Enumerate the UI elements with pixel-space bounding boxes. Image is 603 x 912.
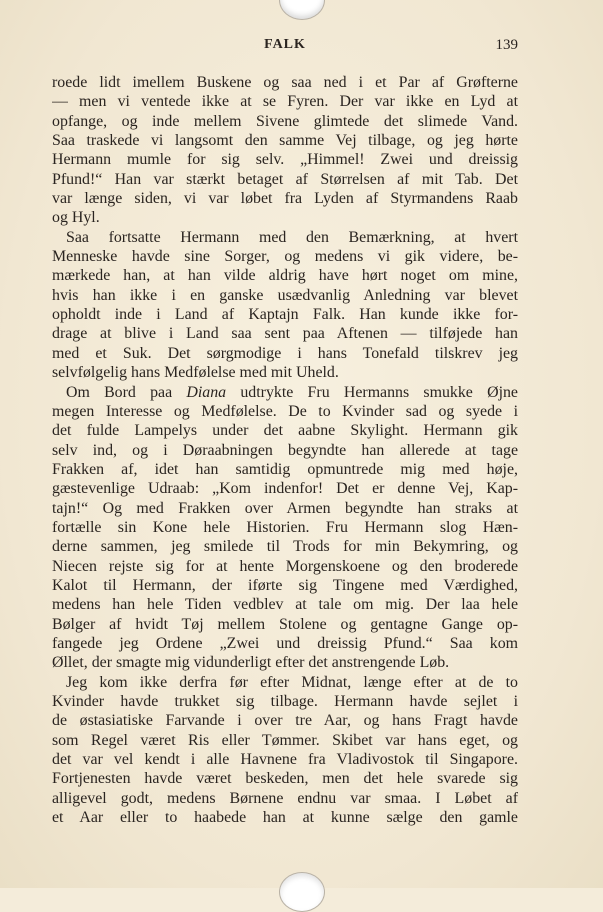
- text-line: roede lidt imellem Buskene og saa ned i et Par af Grøfterne: [52, 74, 518, 91]
- punch-hole-bottom: [279, 872, 325, 912]
- text-line: mærkede han, at han vilde aldrig have hørt noget om mine,: [52, 267, 518, 285]
- text-line: megen Interesse og Medfølelse. De to Kvinder sad og syede i: [52, 402, 518, 420]
- text-line: selvfølgelig hans Medfølelse med mit Uheld.: [52, 364, 339, 382]
- text-line: Saa fortsatte Hermann med den Bemærkning, at hvert: [66, 228, 518, 246]
- text-line: som Regel været Ris eller Tømmer. Skibet var hans eget, og: [52, 731, 518, 749]
- page-number: 139: [495, 37, 518, 53]
- text-line: Hermann mumle for sig selv. „Himmel! Zwei und dreissig: [52, 151, 518, 169]
- text-line: Kvinder havde trukket sig tilbage. Hermann havde sejlet i: [52, 693, 518, 710]
- text-line: Saa traskede vi langsomt den samme Vej tilbage, og jeg hørte: [52, 132, 518, 150]
- text-line: fangede jeg Ordene „Zwei und dreissig Pfund.“ Saa kom: [52, 634, 518, 652]
- page-header: [52, 37, 518, 59]
- text-line: det fulde Lampelys under det aabne Skylight. Hermann gik: [52, 422, 518, 440]
- text-line: Jeg kom ikke derfra før efter Midnat, længe efter at de to: [66, 673, 518, 691]
- text-line: medens han hele Tiden vedblev at tale om mig. Der laa hele: [52, 596, 518, 614]
- text-line: derne sammen, jeg smilede til Trods for min Bekymring, og: [52, 538, 518, 556]
- text-line: drage at blive i Land saa sent paa Aftenen — tilføjede han: [52, 325, 518, 343]
- text-line: opholdt inde i Land af Kaptajn Falk. Han kunde ikke for-: [52, 306, 518, 324]
- running-title: FALK: [264, 37, 306, 52]
- text-line: fortælle sin Kone hele Historien. Fru Hermann slog Hæn-: [52, 518, 518, 536]
- text-line: gæstevenlige Udraab: „Kom indenfor! Det er denne Vej, Kap-: [52, 480, 518, 498]
- text-line: [52, 383, 518, 402]
- text-line: opfange, og inde mellem Sivene glimtede det slimede Vand.: [52, 112, 518, 130]
- text-line: Frakken af, idet han samtidig opmuntrede mig med høje,: [52, 460, 518, 478]
- text-line: — men vi ventede ikke at se Fyren. Der var ikke en Lyd at: [52, 93, 518, 111]
- text-line: var længe siden, vi var løbet fra Lyden af Styrmandens Raab: [52, 190, 518, 208]
- text-line: og Hyl.: [52, 209, 100, 227]
- text-line: Pfund!“ Han var stærkt betaget af Størrelsen af mit Tab. Det: [52, 170, 518, 188]
- punch-hole-top: [279, 0, 325, 20]
- text-line: Menneske havde sine Sorger, og medens vi gik videre, be-: [52, 248, 518, 266]
- text-line: selv ind, og i Døraabningen begyndte han allerede at tage: [52, 441, 518, 459]
- text-line: tajn!“ Og med Frakken over Armen begyndte han straks at: [52, 499, 518, 517]
- text-line: Fortjenesten havde været beskeden, men det hele svarede sig: [52, 770, 518, 788]
- text-line: alligevel godt, medens Børnene endnu var smaa. I Løbet af: [52, 789, 518, 807]
- text-line: de østasiatiske Farvande i over tre Aar, og hans Fragt havde: [52, 712, 518, 730]
- text-line: med et Suk. Det sørgmodige i hans Tonefald tilskrev jeg: [52, 344, 518, 362]
- text-line: Niecen rejste sig for at hente Morgenskoene og den broderede: [52, 557, 518, 575]
- text-line: Øllet, der smagte mig vidunderligt efter det anstrengende Løb.: [52, 654, 450, 672]
- text-line: Kalot til Hermann, der iførte sig Tingene med Værdighed,: [52, 576, 518, 594]
- text-line: hvis han ikke i en ganske usædvanlig Anledning var blevet: [52, 286, 518, 304]
- ship-name: Diana: [186, 383, 227, 401]
- text-fragment: udtrykte Fru Hermanns smukke Øjne: [226, 383, 518, 401]
- text-line: et Aar eller to haabede han at kunne sælge den gamle: [52, 809, 518, 827]
- text-line: det var vel kendt i alle Havnene fra Vladivostok til Singapore.: [52, 751, 518, 769]
- text-line: Bølger af hvidt Tøj mellem Stolene og gentagne Gange op-: [52, 615, 518, 633]
- text-fragment: Om Bord paa: [66, 383, 187, 401]
- body-text: [52, 73, 518, 827]
